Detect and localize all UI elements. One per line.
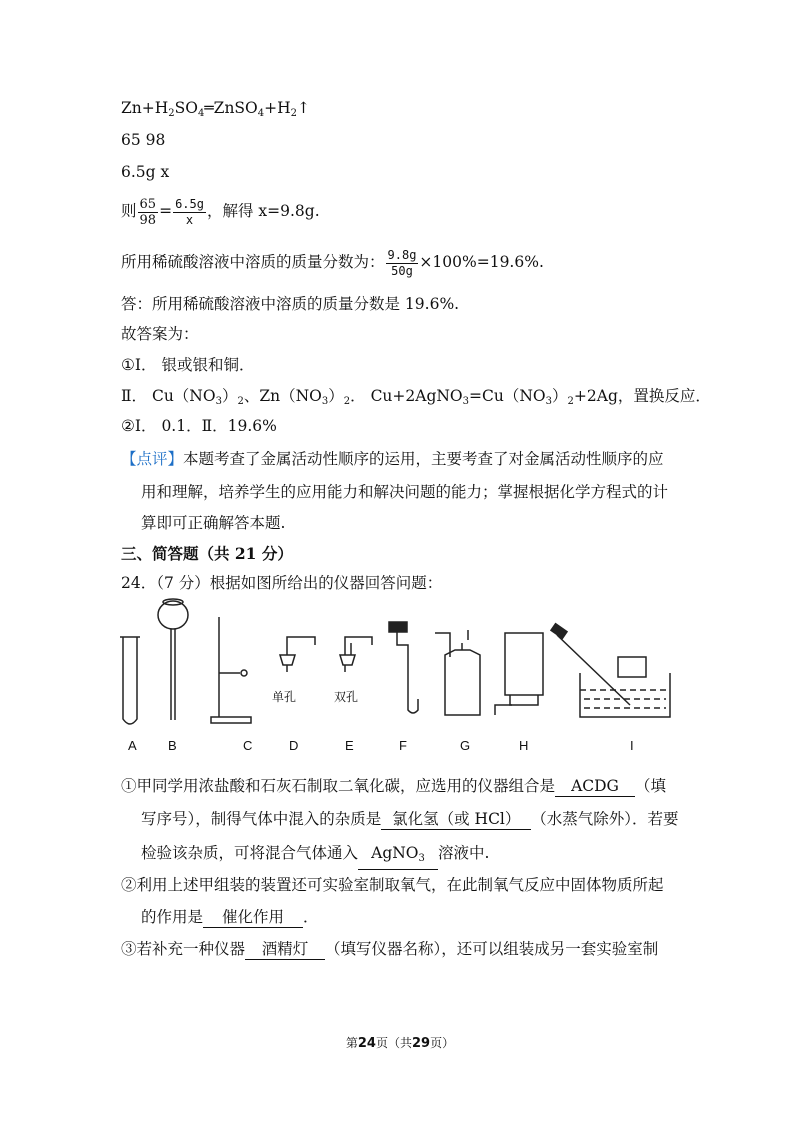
q2-line-2: 的作用是 催化作用 ． [141,908,319,926]
answer-part-1: ①Ⅰ． 银或银和铜． [121,356,255,374]
iron-stand-drawing [211,617,251,723]
label-d: D [289,738,299,753]
comment-line-3: 算即可正确解答本题. [141,514,286,532]
single-hole-stopper-drawing [280,637,315,672]
answer-part-2: Ⅱ． $Cu(NO_3)_2$、$Zn(NO_3)_2$． $Cu+2AgNO_3=Cu(NO_3)_2+2Ag$，置换反应． [121,387,711,407]
label-g: G [460,738,471,753]
water-trough-drawing [551,624,670,717]
given-values: 6.5g x [121,163,170,181]
q1-line-1: ①甲同学用浓盐酸和石灰石制取二氧化碳，应选用的仪器组合是 ACDG （填 [121,777,667,795]
label-f: F [399,738,407,753]
molar-masses: 65 98 [121,131,166,149]
single-hole-label: 单孔 [272,690,297,704]
so-answer-label: 故答案为： [121,325,199,343]
double-hole-label: 双孔 [334,690,359,704]
comment-tag: 【点评】 [121,450,184,468]
comment-line-2: 用和理解，培养学生的应用能力和解决问题的能力；掌握根据化学方程式的计 [141,483,669,501]
mass-fraction-line: 所用稀硫酸溶液中溶质的质量分数为： $\frac{9.8g}{50g}$ ×100%=19.6%. [121,247,544,278]
gas-bottle-drawing [435,630,480,715]
q2-line-1: ②利用上述甲组装的装置还可实验室制取氧气，在此制氧气反应中固体物质所起 [121,876,664,894]
answer-blank-5: 酒精灯 [245,939,325,960]
long-neck-funnel-drawing [158,599,188,720]
answer-blank-1: ACDG [555,776,635,797]
q3-line-1: ③若补充一种仪器 酒精灯 （填写仪器名称），还可以组装成另一套实验室制 [121,940,659,958]
label-e: E [345,738,354,753]
answer-blank-3: AgNO$_3$ [358,843,438,870]
q1-line-3: 检验该杂质，可将混合气体通入 AgNO$_3$ 溶液中. [141,842,489,870]
label-a: A [128,738,137,753]
question-stem: 24．（7 分）根据如图所给出的仪器回答问题： [121,574,443,592]
apparatus-figure [110,595,680,730]
label-h: H [519,738,529,753]
comment-line-1: 【点评】本题考查了金属活动性顺序的运用，主要考查了对金属活动性顺序的应 [121,450,664,468]
answer-line: 答：所用稀硫酸溶液中溶质的质量分数是 19.6%. [121,295,460,313]
answer-part-3: ②Ⅰ． 0.1．Ⅱ．19.6% [121,417,277,435]
ratio-line: 则 $\frac{65}{98}$ = $\frac{6.5g}{x}$ ，解得 x=9.8g. [121,196,320,228]
page-number: 第24页（共29页） [345,1036,455,1051]
answer-blank-4: 催化作用 [203,907,303,928]
q1-line-2: 写序号），制得气体中混入的杂质是 氯化氢（或 HCl） （水蒸气除外）．若要 [141,810,679,828]
long-tube-drawing [389,622,418,713]
answer-blank-2: 氯化氢（或 HCl） [381,809,531,830]
test-tube-drawing [120,637,140,724]
label-c: C [243,738,253,753]
equation: $Zn+H_2SO_4═ZnSO_4+H_2↑$ [121,99,311,119]
inverted-bottle-drawing [495,633,543,715]
label-i: I [630,738,634,753]
section-heading: 三、简答题（共 21 分） [121,544,293,563]
label-b: B [168,738,177,753]
double-hole-stopper-drawing [340,637,372,672]
